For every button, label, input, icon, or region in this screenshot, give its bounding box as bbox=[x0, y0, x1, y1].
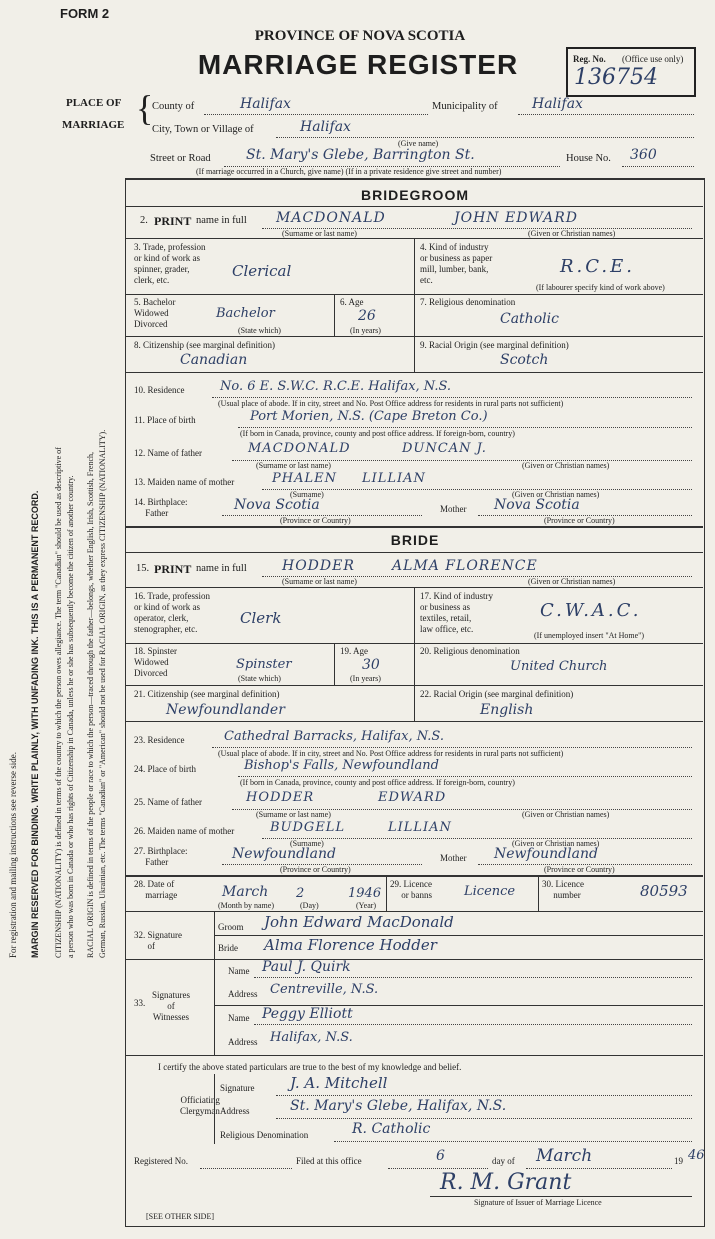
bride-father-given: EDWARD bbox=[378, 790, 447, 805]
municipality-label: Municipality of bbox=[432, 101, 498, 112]
bride-mother-surname: BUDGELL bbox=[270, 820, 346, 835]
birth-note: (If born in Canada, province, county and post office address. If foreign-born, country) bbox=[240, 429, 515, 438]
q15-print: PRINT bbox=[154, 562, 192, 576]
bride-trade: Clerk bbox=[240, 609, 282, 627]
groom-given-caption: (Given or Christian names) bbox=[528, 229, 616, 238]
groom-age-caption: (In years) bbox=[350, 326, 381, 335]
bride-religion: United Church bbox=[510, 659, 608, 674]
bride-age: 30 bbox=[362, 657, 380, 673]
q26-label: 26. Maiden name of mother bbox=[134, 826, 235, 836]
bride-sig-label: Bride bbox=[218, 943, 238, 953]
page-title: MARRIAGE REGISTER bbox=[197, 49, 519, 80]
father-surname-caption: (Surname or last name) bbox=[256, 461, 331, 470]
groom-age: 26 bbox=[358, 308, 376, 324]
groom-signature: John Edward MacDonald bbox=[264, 913, 454, 931]
q23-label: 23. Residence bbox=[134, 735, 185, 745]
bride-racial: English bbox=[480, 702, 534, 718]
bride-father-birthplace: Newfoundland bbox=[232, 846, 336, 862]
q17-label: 17. Kind of industry or business as textiles, retail, law office, etc. bbox=[420, 591, 493, 634]
q13-label: 13. Maiden name of mother bbox=[134, 477, 235, 487]
bride-mother-label: Mother bbox=[440, 853, 467, 863]
groom-status-caption: (State which) bbox=[238, 326, 281, 335]
bride-heading: BRIDE bbox=[390, 532, 440, 548]
bride-mother-birthplace: Newfoundland bbox=[494, 846, 598, 862]
q6-label: 6. Age bbox=[340, 297, 364, 307]
registered-label: Registered No. bbox=[134, 1156, 188, 1166]
q28-label: 28. Date of marriage bbox=[134, 879, 178, 900]
witness1-name: Paul J. Quirk bbox=[262, 959, 351, 975]
margin-instructions: For registration and mailing instructions see reverse side. bbox=[8, 752, 18, 958]
marriage-year: 1946 bbox=[348, 886, 382, 901]
bride-mother-surname-caption: (Surname) bbox=[290, 839, 324, 848]
margin-citizenship-2: a person who was born in Canada or who has rights of Citizenship in Canada, unless he or she has subsequently become the citizen of another country. bbox=[66, 475, 75, 958]
bride-residence-note: (Usual place of abode. If in city, street and No. Post Office address for residents in rural parts not sufficient) bbox=[218, 749, 564, 758]
q27-label: 27. Birthplace: Father bbox=[134, 846, 188, 867]
bride-residence: Cathedral Barracks, Halifax, N.S. bbox=[224, 729, 444, 744]
bride-father-given-caption: (Given or Christian names) bbox=[522, 810, 610, 819]
marriage-label: MARRIAGE bbox=[62, 119, 125, 131]
groom-sig-label: Groom bbox=[218, 922, 244, 932]
groom-mother-surname: PHALEN bbox=[272, 471, 337, 486]
q5-label: 5. Bachelor Widowed Divorced bbox=[134, 297, 176, 329]
give-name-caption: (Give name) bbox=[398, 139, 439, 148]
witness1-address: Centreville, N.S. bbox=[270, 982, 379, 997]
reg-number: 136754 bbox=[574, 65, 658, 90]
q16-label: 16. Trade, profession or kind of work as operator, clerk, stenographer, etc. bbox=[134, 591, 210, 634]
house-label: House No. bbox=[566, 153, 611, 164]
margin-racial-2: German, Russian, Ukrainian, etc. The terms "Canadian" or "American" should not be used for RACIAL ORIGIN, as they express CITIZENSHIP (NATIONALITY). bbox=[98, 429, 107, 958]
margin-binding-note: MARGIN RESERVED FOR BINDING. WRITE PLAINLY, WITH UNFADING INK. THIS IS A PERMANENT RECORD. bbox=[30, 490, 40, 958]
q24-label: 24. Place of birth bbox=[134, 764, 196, 774]
unemployed-note: (If unemployed insert "At Home") bbox=[534, 631, 645, 640]
clergy-address: St. Mary's Glebe, Halifax, N.S. bbox=[290, 1098, 507, 1114]
marriage-day: 2 bbox=[296, 886, 305, 901]
street-label: Street or Road bbox=[150, 153, 211, 164]
bride-industry: C.W.A.C. bbox=[540, 600, 642, 621]
form-number: FORM 2 bbox=[60, 6, 110, 21]
bride-citizenship: Newfoundlander bbox=[166, 702, 285, 718]
bride-age-caption: (In years) bbox=[350, 674, 381, 683]
q2-number: 2. bbox=[140, 215, 148, 226]
q19-label: 19. Age bbox=[340, 646, 368, 656]
day-of-label: day of bbox=[492, 1156, 515, 1166]
groom-father-surname: MACDONALD bbox=[248, 441, 351, 456]
q22-label: 22. Racial Origin (see marginal definition) bbox=[420, 689, 574, 699]
q12-label: 12. Name of father bbox=[134, 448, 202, 458]
filed-day: 6 bbox=[436, 1148, 445, 1164]
office-use-label: (Office use only) bbox=[622, 54, 684, 64]
groom-citizenship: Canadian bbox=[180, 352, 248, 368]
groom-status: Bachelor bbox=[216, 306, 275, 321]
prov-caption-1: (Province or Country) bbox=[280, 516, 351, 525]
q4-label: 4. Kind of industry or business as paper mill, lumber, bank, etc. bbox=[420, 242, 493, 285]
w2-address-label: Address bbox=[228, 1037, 258, 1047]
w1-name-label: Name bbox=[228, 966, 250, 976]
see-other-side: [SEE OTHER SIDE] bbox=[146, 1212, 214, 1221]
q15-number: 15. bbox=[136, 563, 150, 574]
groom-racial: Scotch bbox=[500, 352, 549, 368]
reg-number-box bbox=[566, 47, 696, 97]
bride-prov-caption-1: (Province or Country) bbox=[280, 865, 351, 874]
year-prefix: 19 bbox=[674, 1156, 683, 1166]
q30-label: 30. Licence number bbox=[542, 879, 584, 900]
w1-address-label: Address bbox=[228, 989, 258, 999]
q29-label: 29. Licence or banns bbox=[390, 879, 432, 900]
denomination-label: Religious Denomination bbox=[220, 1130, 309, 1140]
q3-label: 3. Trade, profession or kind of work as spinner, grader, clerk, etc. bbox=[134, 242, 206, 285]
w2-name-label: Name bbox=[228, 1013, 250, 1023]
day-caption: (Day) bbox=[300, 901, 319, 910]
bride-signature: Alma Florence Hodder bbox=[264, 936, 437, 954]
bride-given-caption: (Given or Christian names) bbox=[528, 577, 616, 586]
q10-label: 10. Residence bbox=[134, 385, 185, 395]
municipality-value: Halifax bbox=[532, 96, 583, 112]
filed-month: March bbox=[536, 1146, 593, 1166]
county-value: Halifax bbox=[240, 96, 291, 112]
city-label: City, Town or Village of bbox=[152, 124, 254, 135]
q2-print: PRINT bbox=[154, 214, 192, 228]
house-value: 360 bbox=[630, 147, 657, 163]
groom-birthplace: Port Morien, N.S. (Cape Breton Co.) bbox=[250, 409, 488, 424]
licence-or-banns: Licence bbox=[464, 884, 516, 899]
margin-citizenship-1: CITIZENSHIP (NATIONALITY) is defined in terms of the country to which the person owes allegiance. The term "Canadian" should be used as descriptive of bbox=[54, 447, 63, 958]
bride-birthplace: Bishop's Falls, Newfoundland bbox=[244, 758, 439, 773]
q20-label: 20. Religious denomination bbox=[420, 646, 520, 656]
bride-surname: HODDER bbox=[282, 558, 355, 574]
q14-label: 14. Birthplace: Father bbox=[134, 497, 188, 518]
clergy-signature: J. A. Mitchell bbox=[290, 1074, 388, 1092]
mother-surname-caption: (Surname) bbox=[290, 490, 324, 499]
bride-given: ALMA FLORENCE bbox=[392, 558, 538, 574]
signature-label: Signature bbox=[220, 1083, 255, 1093]
officiating-label: Officiating Clergyman bbox=[180, 1095, 220, 1116]
month-caption: (Month by name) bbox=[218, 901, 274, 910]
groom-mother-birthplace: Nova Scotia bbox=[494, 497, 580, 513]
clergy-denomination: R. Catholic bbox=[352, 1121, 431, 1137]
q15-label: name in full bbox=[196, 563, 247, 574]
marriage-month: March bbox=[222, 884, 269, 900]
city-value: Halifax bbox=[300, 119, 351, 135]
mother-given-caption: (Given or Christian names) bbox=[512, 490, 600, 499]
margin-racial-1: RACIAL ORIGIN is defined in terms of the people or race to which the person—traced through the father—belongs, whether English, Irish, Scottish, French, bbox=[86, 451, 95, 958]
issuer-label: Signature of Issuer of Marriage Licence bbox=[474, 1198, 602, 1207]
certify-statement: I certify the above stated particulars are true to the best of my knowledge and belief. bbox=[158, 1062, 462, 1072]
groom-mother-given: LILLIAN bbox=[362, 471, 426, 486]
q8-label: 8. Citizenship (see marginal definition) bbox=[134, 340, 276, 350]
groom-residence: No. 6 E. S.W.C. R.C.E. Halifax, N.S. bbox=[220, 379, 452, 394]
q25-label: 25. Name of father bbox=[134, 797, 202, 807]
bridegroom-heading: BRIDEGROOM bbox=[361, 187, 469, 203]
groom-trade: Clerical bbox=[232, 262, 292, 280]
groom-father-birthplace: Nova Scotia bbox=[234, 497, 320, 513]
province-heading: PROVINCE OF NOVA SCOTIA bbox=[254, 28, 466, 44]
bride-father-surname-caption: (Surname or last name) bbox=[256, 810, 331, 819]
q11-label: 11. Place of birth bbox=[134, 415, 196, 425]
filed-label: Filed at this office bbox=[296, 1156, 362, 1166]
reg-label: Reg. No. bbox=[573, 54, 606, 64]
bride-mother-given: LILLIAN bbox=[388, 820, 452, 835]
q33-number: 33. bbox=[134, 998, 146, 1008]
q21-label: 21. Citizenship (see marginal definition) bbox=[134, 689, 280, 699]
clergy-address-label: Address bbox=[220, 1106, 250, 1116]
groom-surname-caption: (Surname or last name) bbox=[282, 229, 357, 238]
bride-prov-caption-2: (Province or Country) bbox=[544, 865, 615, 874]
q18-label: 18. Spinster Widowed Divorced bbox=[134, 646, 178, 678]
street-value: St. Mary's Glebe, Barrington St. bbox=[246, 147, 475, 163]
witnesses-label: Signatures of Witnesses bbox=[152, 990, 190, 1022]
groom-father-given: DUNCAN J. bbox=[402, 441, 487, 456]
bride-father-surname: HODDER bbox=[246, 790, 315, 805]
labourer-note: (If labourer specify kind of work above) bbox=[536, 283, 665, 292]
bride-birth-note: (If born in Canada, province, county and post office address. If foreign-born, country) bbox=[240, 778, 515, 787]
licence-number: 80593 bbox=[640, 882, 688, 900]
groom-surname: MACDONALD bbox=[276, 210, 386, 226]
street-note: (If marriage occurred in a Church, give name) (If in a private residence give street and number) bbox=[196, 167, 502, 176]
bride-mother-given-caption: (Given or Christian names) bbox=[512, 839, 600, 848]
prov-caption-2: (Province or Country) bbox=[544, 516, 615, 525]
groom-industry: R.C.E. bbox=[560, 256, 635, 277]
witness2-address: Halifax, N.S. bbox=[270, 1030, 353, 1045]
groom-religion: Catholic bbox=[500, 311, 559, 327]
county-label: County of bbox=[152, 101, 195, 112]
residence-note: (Usual place of abode. If in city, street and No. Post Office address for residents in rural parts not sufficient) bbox=[218, 399, 564, 408]
place-brace: { bbox=[136, 88, 154, 128]
bride-status-caption: (State which) bbox=[238, 674, 281, 683]
bride-status: Spinster bbox=[236, 657, 292, 672]
issuer-signature: R. M. Grant bbox=[440, 1170, 572, 1195]
groom-given: JOHN EDWARD bbox=[454, 210, 579, 226]
place-of-label: PLACE OF bbox=[66, 97, 122, 109]
mother-label: Mother bbox=[440, 504, 467, 514]
q7-label: 7. Religious denomination bbox=[420, 297, 516, 307]
witness2-name: Peggy Elliott bbox=[262, 1006, 353, 1022]
q2-label: name in full bbox=[196, 215, 247, 226]
q32-label: 32. Signature of bbox=[134, 930, 182, 951]
bride-surname-caption: (Surname or last name) bbox=[282, 577, 357, 586]
q9-label: 9. Racial Origin (see marginal definition) bbox=[420, 340, 569, 350]
father-given-caption: (Given or Christian names) bbox=[522, 461, 610, 470]
filed-year: 46 bbox=[688, 1148, 705, 1163]
year-caption: (Year) bbox=[356, 901, 377, 910]
